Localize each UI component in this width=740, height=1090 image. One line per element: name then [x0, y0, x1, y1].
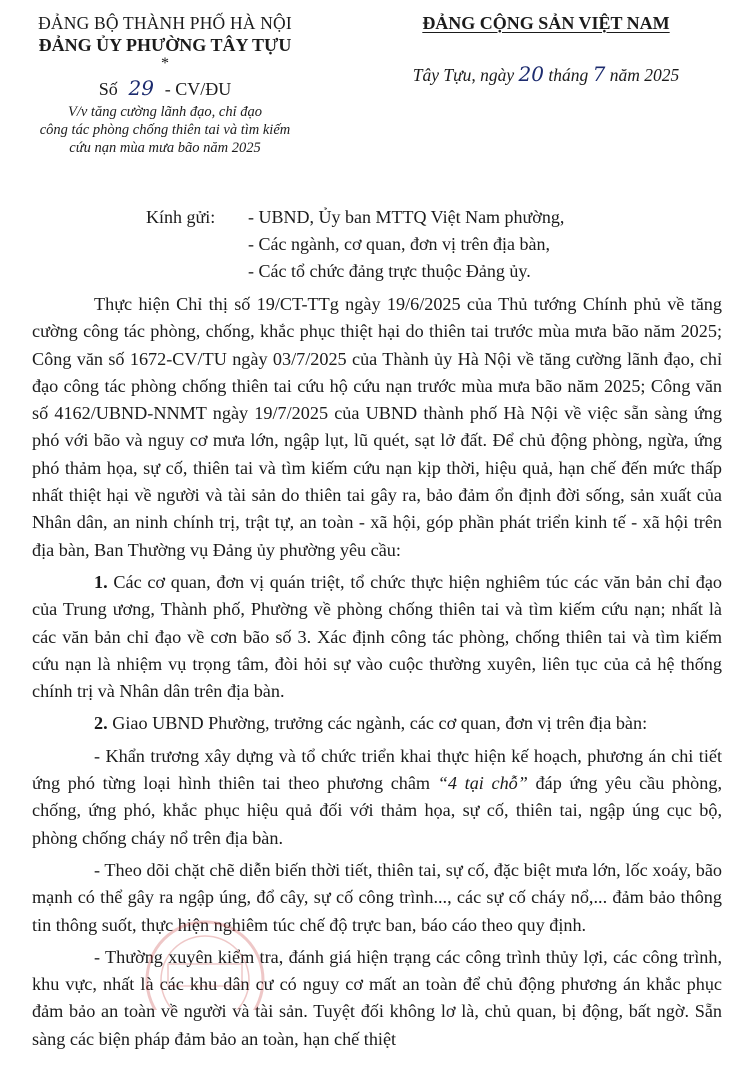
recipient-item: - Các tổ chức đảng trực thuộc Đảng ủy. [248, 261, 531, 281]
sub-item-1-before: - Khẩn trương xây dựng và tổ chức triển khai thực hiện kế hoạch, phương án chi tiết ứng phó từng loại hình thiên tai theo phương châm [32, 745, 722, 794]
document-body [32, 291, 722, 1053]
year: năm 2025 [609, 65, 680, 85]
recipient-item: - Các ngành, cơ quan, đơn vị trên địa bàn, [248, 234, 550, 254]
sub-item-3-paragraph: - Thường xuyên kiểm tra, đánh giá hiện trạng các công trình thủy lợi, các công trình, khu vực, nhất là các khu dân cư có nguy cơ mất an toàn để chủ động phương án khắc phục đảm bảo an toàn về người và tài sản. Tuyệt đối không lơ là, chủ quan, bị động, bất ngờ. Sẵn sàng các biện pháp đảm bảo an toàn, hạn chế thiệt [32, 946, 722, 1049]
handwritten-month: 7 [592, 62, 606, 86]
item-1-text: Các cơ quan, đơn vị quán triệt, tổ chức thực hiện nghiêm túc các văn bản chỉ đạo của Trung ương, Thành phố, Phường về phòng chống thiên tai và tìm kiếm cứu nạn; nhất là các văn bản chỉ đạo về cơn bão số 3. Xác định công tác phòng, chống thiên tai và tìm kiếm cứu nạn là nhiệm vụ trọng tâm, đòi hỏi sự vào cuộc thường xuyên, liên tục của cả hệ thống chính trị và Nhân dân trên địa bàn. [32, 571, 723, 702]
recipients-list [248, 204, 668, 285]
issuing-organization-block [20, 12, 310, 157]
recipient-item: - UBND, Ủy ban MTTQ Việt Nam phường, [248, 207, 565, 227]
star-separator: * [161, 55, 169, 72]
subject-line: công tác phòng chống thiên tai và tìm kiếm [39, 122, 291, 138]
date-prefix: Tây Tựu, ngày [412, 65, 515, 85]
number-prefix: Số [98, 79, 118, 99]
item-1-paragraph [32, 569, 722, 705]
document-subject [20, 103, 310, 157]
handwritten-day: 20 [518, 62, 544, 86]
item-1-number: 1. [94, 571, 108, 592]
party-name: ĐẢNG CỘNG SẢN VIỆT NAM [422, 13, 670, 33]
month-label: tháng [548, 65, 589, 85]
handwritten-number: 29 [128, 76, 154, 100]
parent-organization: ĐẢNG BỘ THÀNH PHỐ HÀ NỘI [38, 13, 292, 33]
subject-line: V/v tăng cường lãnh đạo, chỉ đạo [67, 104, 263, 120]
issuing-organization: ĐẢNG ỦY PHƯỜNG TÂY TỰU [38, 35, 292, 55]
item-2-number: 2. [94, 713, 108, 734]
subject-line: cứu nạn mùa mưa bão năm 2025 [69, 140, 261, 156]
number-suffix: - CV/ĐU [164, 79, 232, 99]
party-header-block [370, 12, 722, 87]
intro-paragraph: Thực hiện Chỉ thị số 19/CT-TTg ngày 19/6/2025 của Thủ tướng Chính phủ về tăng cường công tác phòng, chống, khắc phục thiệt hại do thiên tai trước mùa mưa bão năm 2025; Công văn số 1672-CV/TU ngày 03/7/2025 của Thành ủy Hà Nội về tăng cường lãnh đạo, chỉ đạo công tác phòng chống thiên tai cứu hộ cứu nạn trước mùa mưa bão năm 2025; Công văn số 4162/UBND-NNMT ngày 19/7/2025 của UBND thành phố Hà Nội về việc sẵn sàng ứng phó với bão và nguy cơ mưa lớn, ngập lụt, lũ quét, sạt lở đất. Để chủ động phòng, ngừa, ứng phó thảm họa, sự cố, thiên tai và tìm kiếm cứu nạn kịp thời, hiệu quả, hạn chế đến mức thấp nhất thiệt hại về người và tài sản do thiên tai gây ra, bảo đảm ổn định đời sống, sản xuất của Nhân dân, an ninh chính trị, trật tự, an toàn - xã hội, góp phần phát triển kinh tế - xã hội trên địa bàn, Ban Thường vụ Đảng ủy phường yêu cầu: [32, 294, 722, 560]
item-2-text: Giao UBND Phường, trưởng các ngành, các cơ quan, đơn vị trên địa bàn: [112, 713, 648, 734]
item-2-paragraph [32, 710, 722, 737]
recipients-label: Kính gửi: [146, 207, 216, 227]
sub-item-2-paragraph: - Theo dõi chặt chẽ diễn biến thời tiết, thiên tai, sự cố, đặc biệt mưa lớn, lốc xoáy, bão mạnh có thể gây ra ngập úng, đổ cây, sự cố công trình..., các sự cố cháy nổ,... đảm bảo thông tin thông suốt, thực hiện nghiêm túc chế độ trực ban, báo cáo theo quy định. [32, 859, 722, 935]
sub-item-1-after: đáp ứng yêu cầu phòng, chống, ứng phó, khắc phục hiệu quả đối với thảm họa, sự cố, thiên tai, ngập úng cục bộ, phòng chống cháy nổ trên địa bàn. [32, 773, 723, 848]
document-number [20, 76, 310, 101]
place-date [370, 62, 722, 87]
sub-item-1-paragraph [32, 743, 722, 852]
sub-item-1-quote: “4 tại chỗ” [437, 773, 528, 794]
